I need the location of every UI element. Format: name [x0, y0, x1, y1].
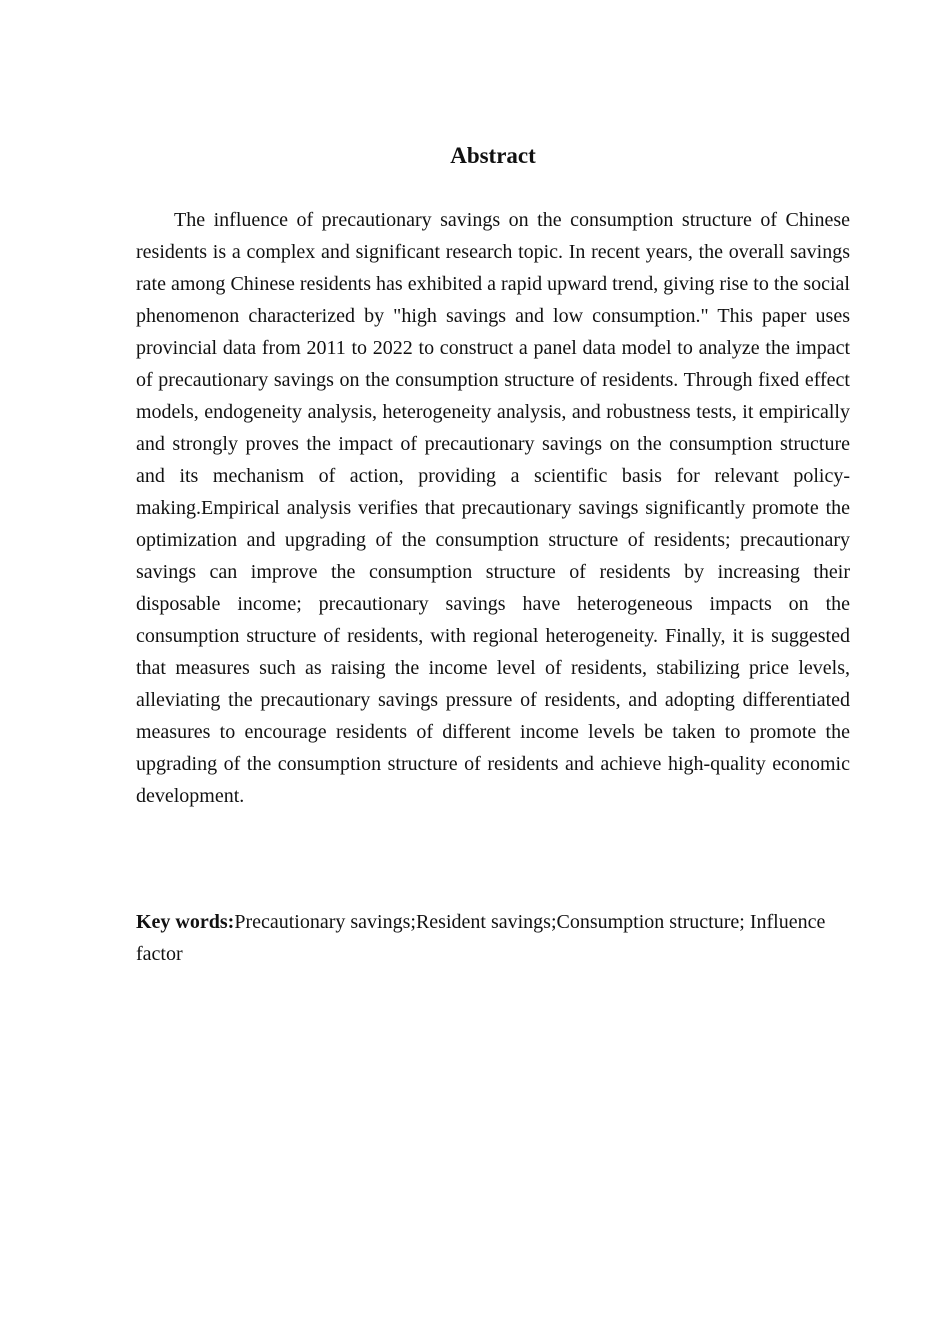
keywords-label: Key words: [136, 911, 235, 933]
abstract-body: The influence of precautionary savings on the consumption structure of Chinese residents is a complex and significant research topic. In recent years, the overall savings rate among Chinese residents has exhibited a rapid upward trend, giving rise to the social phenomenon characterized by "high savings and low consumption." This paper uses provincial data from 2011 to 2022 to construct a panel data model to analyze the impact of precautionary savings on the consumption structure of residents. Through fixed effect models, endogeneity analysis, heterogeneity analysis, and robustness tests, it empirically and strongly proves the impact of precautionary savings on the consumption structure and its mechanism of action, providing a scientific basis for relevant policy-making.Empirical analysis verifies that precautionary savings significantly promote the optimization and upgrading of the consumption structure of residents; precautionary savings can improve the consumption structure of residents by increasing their disposable income; precautionary savings have heterogeneous impacts on the consumption structure of residents, with regional heterogeneity. Finally, it is suggested that measures such as raising the income level of residents, stabilizing price levels, alleviating the precautionary savings pressure of residents, and adopting differentiated measures to encourage residents of different income levels be taken to promote the upgrading of the consumption structure of residents and achieve high-quality economic development. [136, 209, 850, 807]
keywords-text: Precautionary savings;Resident savings;Consumption structure; Influence factor [136, 911, 826, 965]
abstract-title: Abstract [450, 143, 536, 168]
keywords-line [136, 906, 850, 970]
